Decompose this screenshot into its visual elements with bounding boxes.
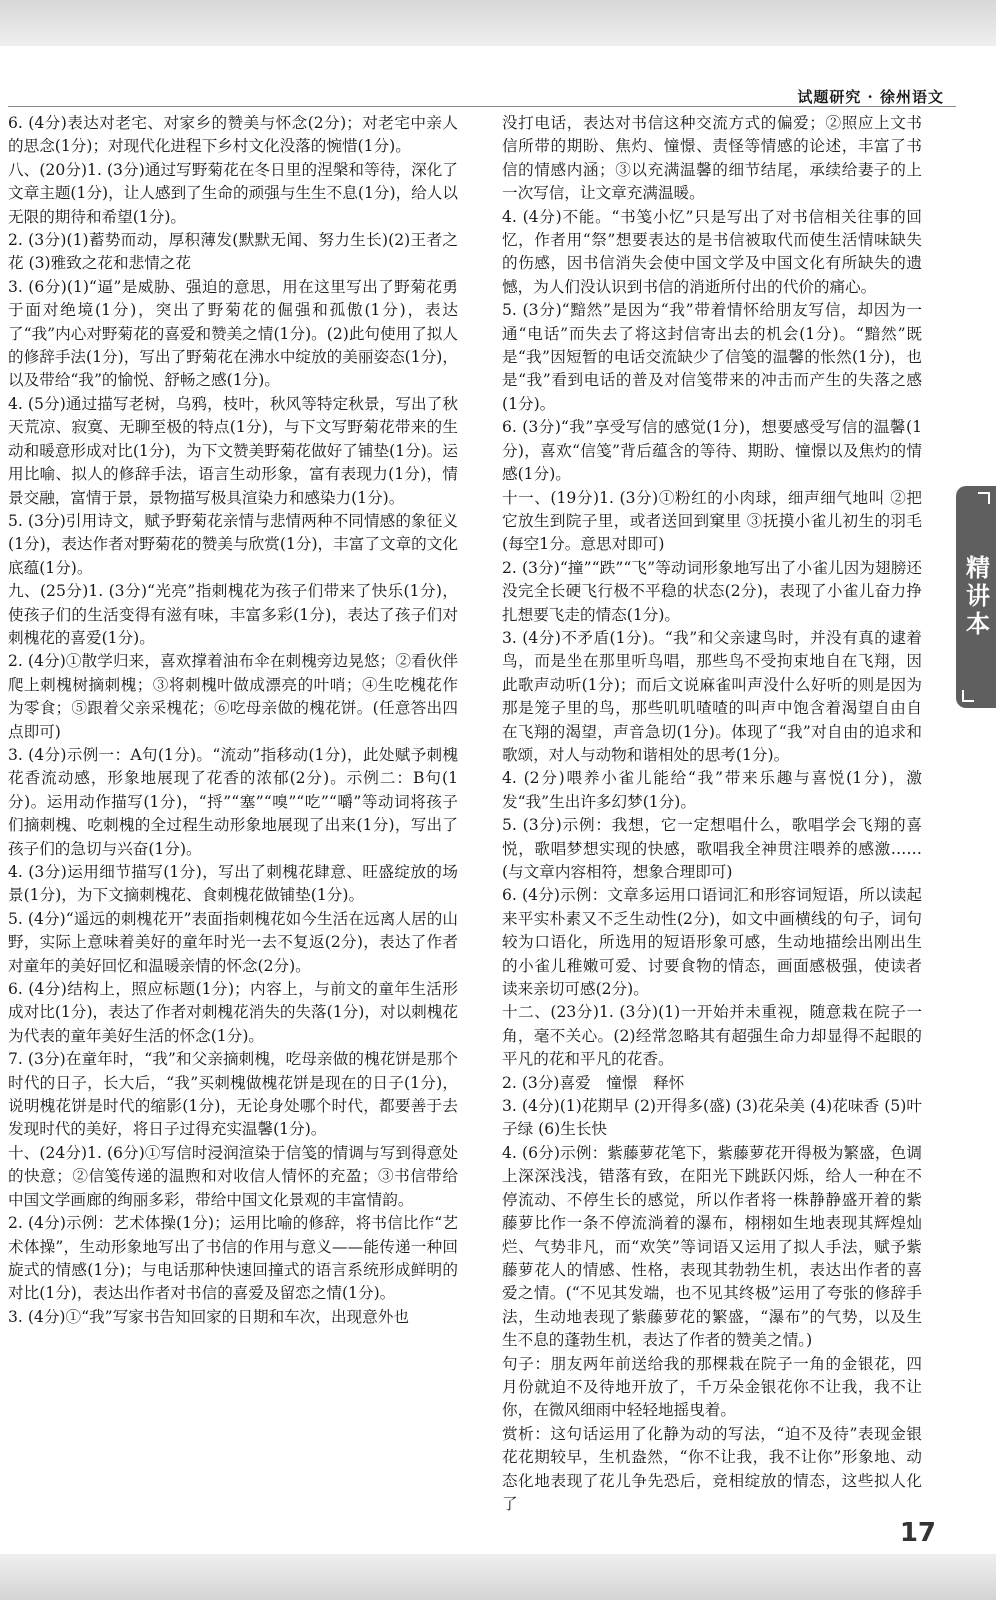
answer-paragraph: 4. (2分)喂养小雀儿能给“我”带来乐趣与喜悦(1分)，激发“我”生出许多幻梦(1分)。 bbox=[502, 769, 922, 811]
page-number: 17 bbox=[899, 1518, 936, 1548]
answer-paragraph: 4. (6分)示例：紫藤萝花笔下，紫藤萝花开得极为繁盛，色调上深深浅浅，错落有致，在阳光下跳跃闪烁，给人一种在不停流动、不停生长的感觉，所以作者将一株静静盛开着的紫藤萝比作一条不停流淌着的瀑布，栩栩如生地表现其辉煌灿烂、气势非凡，而“欢笑”等词语又运用了拟人手法，赋予紫藤萝花人的情感、性格，表现其勃勃生机，表达出作者的喜爱之情。(“不见其发端，也不见其终极”运用了夸张的修辞手法，生动地表现了紫藤萝花的繁盛，“瀑布”的气势，以及生生不息的蓬勃生机，表达了作者的赞美之情。) bbox=[502, 1143, 922, 1350]
answer-paragraph: 3. (4分)①“我”写家书告知回家的日期和车次，出现意外也 bbox=[8, 1307, 409, 1326]
answer-paragraph: 八、(20分)1. (3分)通过写野菊花在冬日里的涅槃和等待，深化了文章主题(1分)，让人感到了生命的顽强与生生不息(1分)，给人以无限的期待和希望(1分)。 bbox=[8, 160, 458, 226]
answer-paragraph: 3. (4分)(1)花期早 (2)开得多(盛) (3)花朵美 (4)花味香 (5)叶子绿 (6)生长快 bbox=[502, 1097, 922, 1139]
answer-paragraph: 赏析：这句话运用了化静为动的写法，“迫不及待”表现金银花花期较早，生机盎然，“你不让我，我不让你”形象地、动态化地表现了花儿争先恐后，竞相绽放的情态，这些拟人化了 bbox=[502, 1424, 922, 1513]
section-side-tab bbox=[956, 486, 996, 708]
answer-paragraph: 5. (3分)引用诗文，赋予野菊花亲情与悲情两种不同情感的象征义(1分)，表达作者对野菊花的赞美与欣赏(1分)，丰富了文章的文化底蕴(1分)。 bbox=[8, 511, 458, 577]
header-divider bbox=[8, 106, 956, 107]
left-column bbox=[8, 112, 458, 1329]
answer-paragraph: 4. (3分)运用细节描写(1分)，写出了刺槐花肆意、旺盛绽放的场景(1分)，为下文摘刺槐花、食刺槐花做铺垫(1分)。 bbox=[8, 863, 458, 905]
scan-top-border bbox=[0, 0, 996, 46]
tab-bracket-top bbox=[978, 492, 990, 504]
answer-paragraph: 5. (3分)示例：我想，它一定想唱什么，歌唱学会飞翔的喜悦，歌唱梦想实现的快感，歌唱我全神贯注喂养的感激……(与文章内容相符，想象合理即可) bbox=[502, 816, 922, 881]
scan-bottom-border bbox=[0, 1554, 996, 1600]
answer-paragraph: 6. (4分)表达对老宅、对家乡的赞美与怀念(2分)；对老宅中亲人的思念(1分)；对现代化进程下乡村文化没落的惋惜(1分)。 bbox=[8, 114, 458, 156]
answer-paragraph: 6. (4分)结构上，照应标题(1分)；内容上，与前文的童年生活形成对比(1分)，表达了作者对刺槐花消失的失落(1分)，对以刺槐花为代表的童年美好生活的怀念(1分)。 bbox=[8, 980, 458, 1045]
tab-bracket-bottom bbox=[962, 690, 974, 702]
answer-paragraph: 十二、(23分)1. (3分)(1)一开始并未重视，随意栽在院子一角，毫不关心。(2)经常忽略其有超强生命力却显得不起眼的平凡的花和平凡的花香。 bbox=[502, 1003, 922, 1069]
right-column bbox=[502, 112, 922, 1516]
answer-paragraph: 6. (3分)“我”享受写信的感觉(1分)，想要感受写信的温馨(1分)，喜欢“信笺”背后蕴含的等待、期盼、憧憬以及焦灼的情感(1分)。 bbox=[502, 418, 922, 484]
answer-paragraph: 十一、(19分)1. (3分)①粉红的小肉球，细声细气地叫 ②把它放生到院子里，或者送回到窠里 ③抚摸小雀儿初生的羽毛(每空1分。意思对即可) bbox=[502, 488, 922, 554]
answer-paragraph: 5. (4分)“遥远的刺槐花开”表面指刺槐花如今生活在远离人居的山野，实际上意味着美好的童年时光一去不复返(2分)，表达了作者对童年的美好回忆和温暖亲情的怀念(2分)。 bbox=[8, 909, 458, 975]
answer-paragraph: 2. (3分)喜爱 憧憬 释怀 bbox=[502, 1073, 685, 1092]
answer-paragraph: 句子：朋友两年前送给我的那棵栽在院子一角的金银花，四月份就迫不及待地开放了，千万朵金银花你不让我，我不让你，在微风细雨中轻轻地摇曳着。 bbox=[502, 1354, 922, 1420]
answer-paragraph: 4. (5分)通过描写老树，乌鸦，枝叶，秋风等特定秋景，写出了秋天荒凉、寂寞、无聊至极的特点(1分)，与下文写野菊花带来的生动和暖意形成对比(1分)，为下文赞美野菊花做好了铺垫(1分)。运用比喻、拟人的修辞手法，语言生动形象，富有表现力(1分)，情景交融，富情于景，景物描写极具渲染力和感染力(1分)。 bbox=[8, 394, 458, 507]
page-header: 试题研究 · 徐州语文 bbox=[797, 88, 944, 106]
answer-paragraph: 7. (3分)在童年时，“我”和父亲摘刺槐，吃母亲做的槐花饼是那个时代的日子，长大后，“我”买刺槐做槐花饼是现在的日子(1分)，说明槐花饼是时代的缩影(1分)，无论身处哪个时代，都要善于去发现时代的美好，将日子过得充实温馨(1分)。 bbox=[8, 1050, 458, 1139]
side-tab-label: 精讲本 bbox=[961, 555, 990, 639]
answer-paragraph: 3. (6分)(1)“逼”是威胁、强迫的意思，用在这里写出了野菊花勇于面对绝境(1分)，突出了野菊花的倔强和孤傲(1分)，表达了“我”内心对野菊花的喜爱和赞美之情(1分)。(2)此句使用了拟人的修辞手法(1分)，写出了野菊花在沸水中绽放的美丽姿态(1分)，以及带给“我”的愉悦、舒畅之感(1分)。 bbox=[8, 277, 458, 390]
answer-paragraph: 4. (4分)不能。“书笺小忆”只是写出了对书信相关往事的回忆，作者用“祭”想要表达的是书信被取代而使生活情味缺失的伤感，因书信消失会使中国文学及中国文化有所缺失的遗憾，为人们没认识到书信的消逝所付出的代价的痛心。 bbox=[502, 207, 922, 296]
answer-paragraph: 5. (3分)“黯然”是因为“我”带着情怀给朋友写信，却因为一通“电话”而失去了将这封信寄出去的机会(1分)。“黯然”既是“我”因短暂的电话交流缺少了信笺的温馨的怅然(1分)，也是“我”看到电话的普及对信笺带来的冲击而产生的失落之感(1分)。 bbox=[502, 301, 922, 413]
answer-paragraph: 6. (4分)示例：文章多运用口语词汇和形容词短语，所以读起来平实朴素又不乏生动性(2分)，如文中画横线的句子，词句较为口语化，所选用的短语形象可感，生动地描绘出刚出生的小雀儿稚嫩可爱、讨要食物的情态，画面感极强，使读者读来亲切可感(2分)。 bbox=[502, 886, 922, 999]
answer-paragraph: 2. (4分)示例：艺术体操(1分)；运用比喻的修辞，将书信比作“艺术体操”，生动形象地写出了书信的作用与意义——能传递一种回旋式的情感(1分)；与电话那种快速回撞式的语言系统形成鲜明的对比(1分)，表达出作者对书信的喜爱及留恋之情(1分)。 bbox=[8, 1214, 459, 1303]
answer-paragraph: 2. (4分)①散学归来，喜欢撑着油布伞在刺槐旁边晃悠；②看伙伴爬上刺槐树摘刺槐；③将刺槐叶做成漂亮的叶哨；④生吃槐花作为零食；⑤跟着父亲采槐花；⑥吃母亲做的槐花饼。(任意答出四点即可) bbox=[8, 652, 458, 741]
answer-paragraph: 2. (3分)(1)蓄势而动，厚积薄发(默默无闻、努力生长)(2)王者之花 (3)雅致之花和悲情之花 bbox=[8, 231, 458, 273]
answer-paragraph: 3. (4分)不矛盾(1分)。“我”和父亲逮鸟时，并没有真的逮着鸟，而是坐在那里听鸟唱，那些鸟不受拘束地自在飞翔，因此歌声动听(1分)；而后文说麻雀叫声没什么好听的则是因为那是笼子里的鸟，那些叽叽喳喳的叫声中饱含着渴望自由自在飞翔的渴望，声音急切(1分)。体现了“我”对自由的追求和歌颂，对人与动物和谐相处的思考(1分)。 bbox=[502, 628, 922, 764]
answer-paragraph: 九、(25分)1. (3分)“光亮”指刺槐花为孩子们带来了快乐(1分)，使孩子们的生活变得有滋有味，丰富多彩(1分)，表达了孩子们对刺槐花的喜爱(1分)。 bbox=[8, 582, 458, 647]
answer-paragraph: 2. (3分)“撞”“跌”“飞”等动词形象地写出了小雀儿因为翅膀还没完全长硬飞行极不平稳的状态(2分)，表现了小雀儿奋力挣扎想要飞走的情态(1分)。 bbox=[502, 558, 922, 624]
answer-paragraph: 没打电话，表达对书信这种交流方式的偏爱；②照应上文书信所带的期盼、焦灼、憧憬、责怪等情感的论述，丰富了书信的情感内涵；③以充满温馨的细节结尾，承续给妻子的上一次写信，让文章充满温暖。 bbox=[502, 114, 922, 203]
answer-paragraph: 3. (4分)示例一：A句(1分)。“流动”指移动(1分)，此处赋予刺槐花香流动感，形象地展现了花香的浓郁(2分)。示例二：B句(1分)。运用动作描写(1分)，“捋”“塞”“嗅”“吃”“嚼”等动词将孩子们摘刺槐、吃刺槐的全过程生动形象地展现了出来(1分)，写出了孩子们的急切与兴奋(1分)。 bbox=[8, 745, 458, 858]
answer-paragraph: 十、(24分)1. (6分)①写信时浸润渲染于信笺的情调与写到得意处的快意；②信笺传递的温煦和对收信人情怀的充盈；③书信带给中国文学画廊的绚丽多彩，带给中国文化景观的丰富情韵。 bbox=[8, 1143, 458, 1209]
